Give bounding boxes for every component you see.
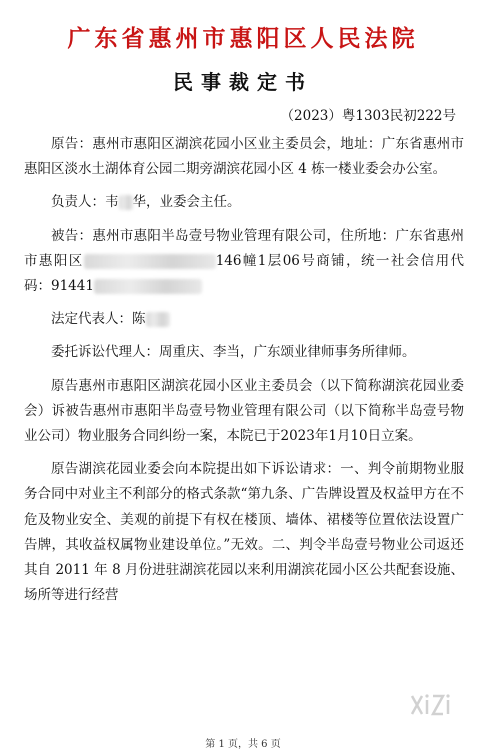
responsible-person-suffix: 华，业委会主任。	[132, 194, 241, 211]
page-footer: 第 1 页，共 6 页	[205, 739, 281, 750]
claims-paragraph: 原告湖滨花园业委会向本院提出如下诉讼请求：一、判令前期物业服务合同中对业主不利部分的格式条款“第九条、广告牌设置及权益甲方在不危及物业安全、美观的前提下有权在楼顶、墙体、裙楼等位置依法设置广告牌，其收益权属物业建设单位。”无效。二、判令半岛壹号物业公司返还其自 2011 年 8 月份进驻湖滨花园以来利用湖滨花园小区公共配套设施、场所等进行经营	[24, 461, 464, 604]
responsible-person-prefix: 负责人：韦	[51, 194, 119, 211]
redacted-address	[84, 254, 216, 269]
plaintiff-paragraph: 原告：惠州市惠阳区湖滨花园小区业主委员会，地址：广东省惠州市惠阳区淡水土湖体育公园二期旁湖滨花园小区 4 栋一楼业委会办公室。	[24, 136, 464, 178]
legal-representative-label: 法定代表人：陈	[51, 311, 146, 328]
redacted-representative-name	[146, 312, 170, 327]
court-name: 广东省惠州市惠阳区人民法院	[67, 25, 419, 52]
document-title: 民事裁定书	[173, 70, 313, 94]
attorney-paragraph: 委托诉讼代理人：周重庆、李当，广东颂业律师事务所律师。	[51, 344, 416, 361]
legal-representative-paragraph	[24, 307, 464, 332]
defendant-text-end: 146幢1层06号商铺，统一社会信用代码：91441	[24, 252, 465, 295]
redacted-name	[119, 195, 133, 210]
document-body	[24, 132, 464, 608]
redacted-credit-code	[94, 279, 202, 294]
defendant-paragraph	[24, 224, 464, 300]
case-number: （2023）粤1303民初222号	[280, 108, 456, 124]
case-filing-paragraph: 原告惠州市惠阳区湖滨花园小区业主委员会（以下简称湖滨花园业委会）诉被告惠州市惠阳半岛壹号物业管理有限公司（以下简称半岛壹号物业公司）物业服务合同纠纷一案，本院已于2023年1月10日立案。	[24, 377, 464, 445]
xizi-logo-icon	[408, 690, 458, 720]
defendant-text-start: 被告：惠州市惠阳半岛壹号物业管理有限公司，住所地：广东省惠州市惠阳区	[24, 227, 464, 269]
responsible-person-paragraph	[24, 190, 464, 215]
